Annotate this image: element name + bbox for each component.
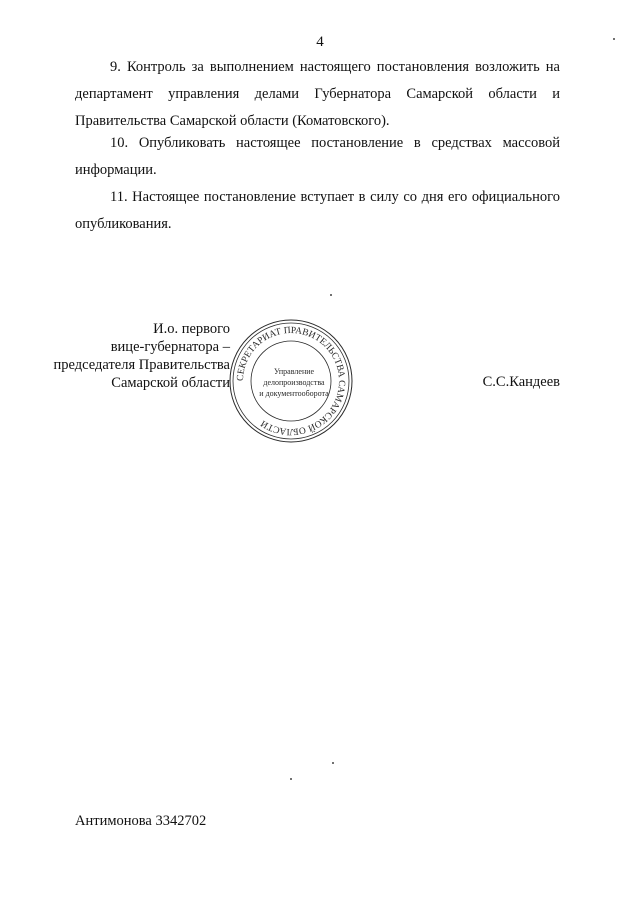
- scan-speck: [613, 38, 615, 40]
- scan-speck: [330, 294, 332, 296]
- executor-note: Антимонова 3342702: [75, 813, 207, 829]
- signatory-title-line: И.о. первого: [153, 321, 230, 337]
- paragraph-9: 9. Контроль за выполнением настоящего постановления возложить на департамент управления делами Губернатора Самарской области и Правительства Самарской области (Коматовского).: [75, 59, 560, 129]
- signatory-title-line: председателя Правительства: [53, 357, 230, 373]
- signatory-title-line: Самарской области: [111, 375, 230, 391]
- seal-center-line: и документооборота: [259, 389, 329, 398]
- scan-speck: [290, 778, 292, 780]
- seal-ring-text: СЕКРЕТАРИАТ ПРАВИТЕЛЬСТВА САМАРСКОЙ ОБЛАСТИ: [235, 325, 347, 437]
- signatory-name: С.С.Кандеев: [482, 374, 560, 390]
- paragraph-11: 11. Настоящее постановление вступает в силу со дня его официального опубликования.: [75, 189, 560, 232]
- signatory-title: [40, 320, 230, 392]
- signatory-title-line: вице-губернатора –: [110, 339, 230, 355]
- seal-center-line: Управление: [273, 367, 315, 376]
- scan-speck: [332, 762, 334, 764]
- official-seal: [228, 318, 354, 444]
- paragraph-10: 10. Опубликовать настоящее постановление в средствах массовой информации.: [75, 135, 560, 178]
- page-number: 4: [316, 34, 324, 50]
- seal-center-line: делопроизводства: [263, 378, 325, 387]
